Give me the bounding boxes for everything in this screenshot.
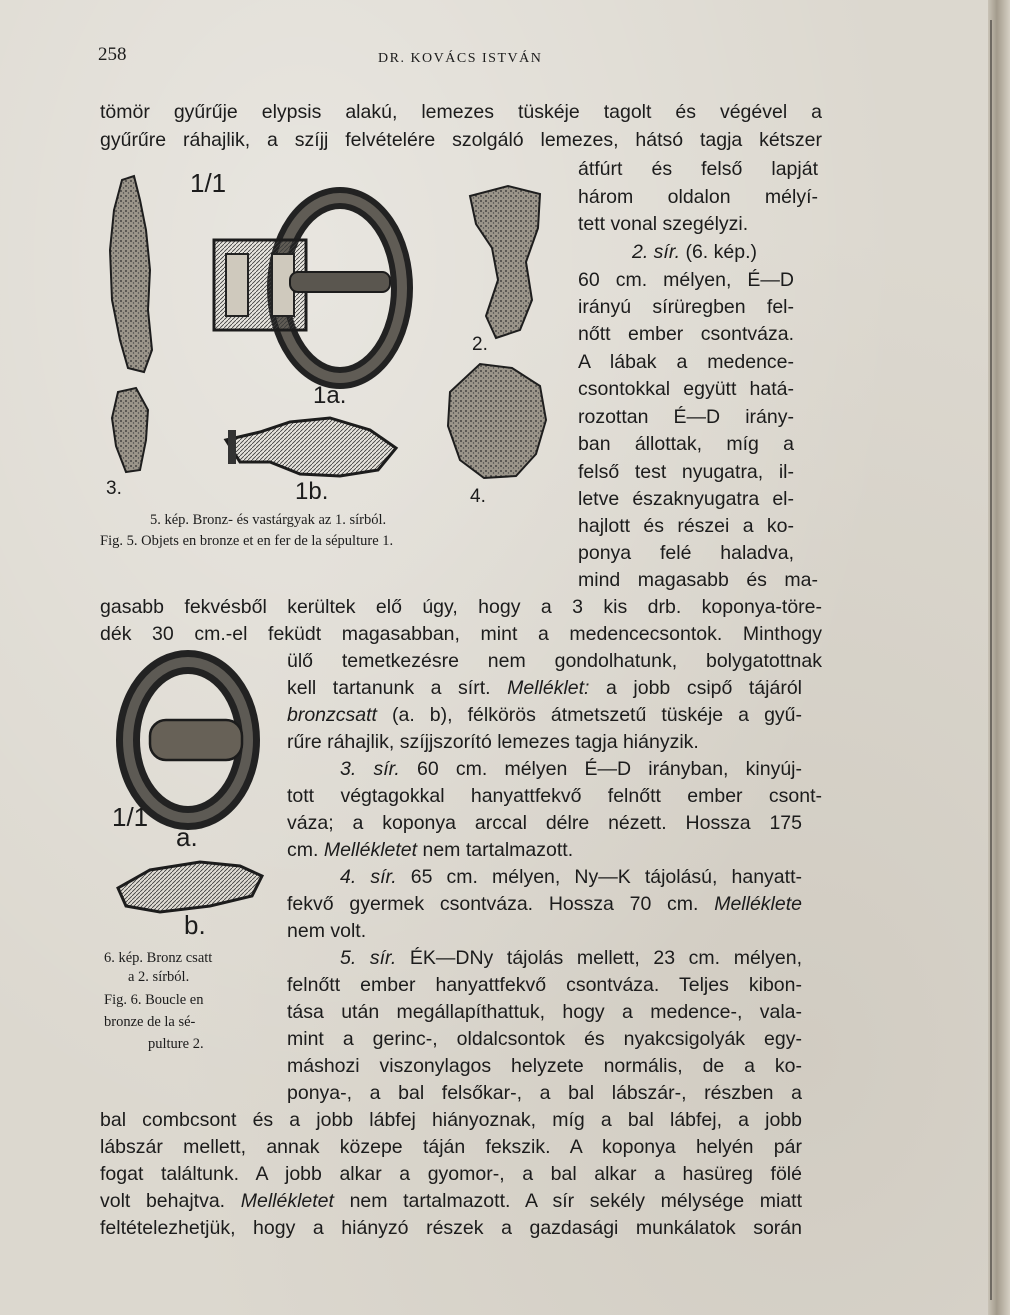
- text-line: felső test nyugatra, il-: [578, 461, 794, 483]
- text-line: A lábak a medence-: [578, 351, 794, 373]
- text-line: fogat találtunk. A jobb alkar a gyomor-, a bal alkar a hasüreg fölé: [100, 1163, 802, 1185]
- text-span: bronzcsatt: [287, 704, 377, 726]
- text-line: letve északnyugatra el-: [578, 488, 794, 510]
- text-line: csontokkal együtt hatá-: [578, 378, 794, 400]
- figure-5-caption-hu: 5. kép. Bronz- és vastárgyak az 1. sírból.: [150, 512, 387, 528]
- figure-5-label-4: 4.: [470, 486, 486, 507]
- figure-5-label-2: 2.: [472, 334, 488, 355]
- artifact-6a-tongue: [150, 720, 242, 760]
- text-line: hajlott és részei a ko-: [578, 515, 794, 537]
- page-number: 258: [98, 44, 127, 65]
- artifact-4-flint: [448, 364, 546, 478]
- text-line: máshozi viszonylagos helyzete normális, de a ko-: [287, 1055, 802, 1077]
- text-line: rozottan É—D irány-: [578, 406, 794, 428]
- artifact-6b-side-view: [118, 862, 262, 912]
- text-span: fekvő gyermek csontváza. Hossza 70 cm.: [287, 893, 715, 915]
- figure-6-label-b: b.: [184, 910, 206, 940]
- text-line: irányú sírüregben fel-: [578, 296, 794, 318]
- figure-6-scale-label: 1/1: [112, 802, 149, 832]
- figure-5-label-1a: 1a.: [313, 382, 347, 409]
- text-line: feltételezhetjük, hogy a hiányzó részek a gazdasági munkálatok során: [100, 1217, 802, 1239]
- running-title: DR. KOVÁCS ISTVÁN: [378, 51, 543, 66]
- text-line: rűre ráhajlik, szíjjszorító lemezes tagja hiányzik.: [287, 731, 699, 753]
- figure-6-caption-hu-2: a 2. sírból.: [128, 969, 190, 985]
- text-line: átfúrt és felső lapját: [578, 158, 818, 180]
- text-line: felnőtt ember hanyattfekvő csontváza. Teljes kibon-: [287, 974, 802, 996]
- text-span: Melléklet:: [507, 677, 590, 699]
- text-span: nem tartalmazott.: [417, 839, 574, 861]
- text-span: volt behajtva.: [100, 1190, 241, 1212]
- text-span: a jobb csipő tájáról: [589, 677, 802, 699]
- text-span: Mellékletet: [323, 839, 418, 861]
- text-line: tömör gyűrűje elypsis alakú, lemezes tüskéje tagolt és végével a: [100, 101, 822, 123]
- text-line: dék 30 cm.-el feküdt magasabban, mint a medencecsontok. Minthogy: [100, 623, 822, 645]
- text-span: 4. sír.: [340, 866, 397, 888]
- text-line: mind magasabb és ma-: [578, 569, 818, 591]
- figure-5-label-1b: 1b.: [295, 478, 329, 505]
- text-line: ban állottak, míg a: [578, 433, 794, 455]
- text-span: (a. b), félkörös átmetszetű tüskéje a gyű-: [376, 704, 802, 726]
- text-span: ÉK—DNy tájolás mellett, 23 cm. mélyen,: [396, 947, 802, 969]
- text-span: cm.: [287, 839, 324, 861]
- text-line: nem volt.: [287, 920, 367, 942]
- text-line: tott végtagokkal hanyattfekvő felnőtt ember csont-: [287, 785, 822, 807]
- text-line: váza; a koponya arccal délre nézett. Hossza 175: [287, 812, 802, 834]
- figure-6-caption-fr-1: Fig. 6. Boucle en: [104, 992, 204, 1008]
- text-span: nem tartalmazott. A sír sekély mélysége miatt: [333, 1190, 802, 1212]
- text-line: gasabb fekvésből kerültek elő úgy, hogy a 3 kis drb. koponya-töre-: [100, 596, 822, 618]
- artifact-3-small-fragment: [112, 388, 148, 472]
- text-line: ponya felé haladva,: [578, 542, 794, 564]
- text-line: nőtt ember csontváza.: [578, 323, 794, 345]
- text-line: tása után megállapíthattuk, hogy a medence-, vala-: [287, 1001, 802, 1023]
- text-span: 60 cm. mélyen É—D irányban, kinyúj-: [399, 758, 803, 780]
- grave-heading: 2. sír.: [632, 241, 681, 263]
- text-span: Melléklete: [714, 893, 802, 915]
- figure-6-label-a: a.: [176, 822, 198, 852]
- text-span: 3. sír.: [340, 758, 400, 780]
- figure-5-scale-label: 1/1: [190, 168, 227, 198]
- artifact-1b-side-view: [226, 418, 396, 476]
- figure-5-label-3: 3.: [106, 478, 122, 499]
- text-line: ülő temetkezésre nem gondolhatunk, bolygatottnak: [287, 650, 822, 672]
- text-line: gyűrűre ráhajlik, a szíjj felvételére szolgáló lemezes, hátsó tagja kétszer: [100, 129, 822, 151]
- text-span: Mellékletet: [240, 1190, 334, 1212]
- figure-6-caption-hu-1: 6. kép. Bronz csatt: [104, 950, 213, 966]
- text-span: 65 cm. mélyen, Ny—K tájolású, hanyatt-: [396, 866, 802, 888]
- text-line: lábszár mellett, annak közepe táján fekszik. A koponya helyén pár: [100, 1136, 802, 1158]
- figure-ref: (6. kép.): [680, 241, 757, 263]
- artifact-3-long-fragment: [110, 176, 152, 372]
- figure-5-caption-fr: Fig. 5. Objets en bronze et en fer de la sépulture 1.: [100, 533, 394, 549]
- figure-6-caption-fr-2: bronze de la sé-: [104, 1014, 196, 1030]
- text-line: tett vonal szegélyzi.: [578, 213, 749, 235]
- text-line: ponya-, a bal felsőkar-, a bal lábszár-, részben a: [287, 1082, 802, 1104]
- text-line: mint a gerinc-, oldalcsontok és nyakcsigolyák egy-: [287, 1028, 802, 1050]
- figure-6-caption-fr-3: pulture 2.: [148, 1036, 204, 1052]
- text-line: bal combcsont és a jobb lábfej hiányoznak, míg a bal lábfej, a jobb: [100, 1109, 802, 1131]
- text-line: 60 cm. mélyen, É—D: [578, 269, 794, 291]
- text-span: kell tartanunk a sírt.: [287, 677, 508, 699]
- artifact-2-flint: [470, 186, 540, 338]
- text-span: 5. sír.: [340, 947, 397, 969]
- artifact-1a-tongue: [290, 272, 390, 292]
- text-line: három oldalon mélyí-: [578, 186, 818, 208]
